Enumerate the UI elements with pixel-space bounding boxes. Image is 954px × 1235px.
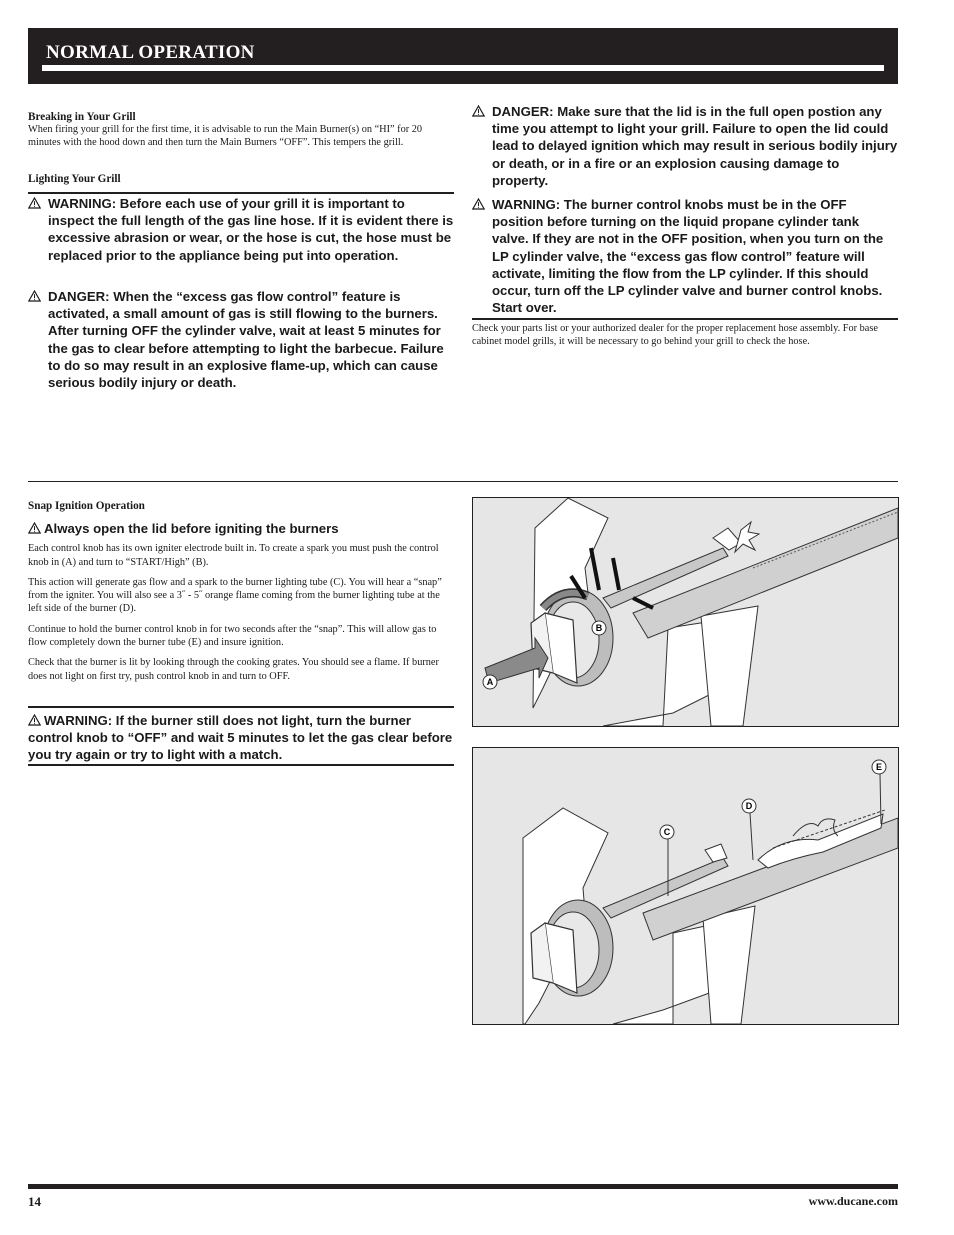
warning-knobs xyxy=(472,196,898,316)
snap-warning xyxy=(28,712,454,764)
snap-paragraph-1: Each control knob has its own igniter electrode built in. To create a spark you must push the control knob in (A) and turn to “START/High” (B). xyxy=(28,543,439,568)
snap-caution-text: Always open the lid before igniting the burners xyxy=(44,521,339,536)
section-divider xyxy=(28,481,898,482)
snap-warning-text: WARNING: If the burner still does not light, turn the burner control knob to “OFF” and wait 5 minutes to let the gas clear before you try again or try to light with a match. xyxy=(28,713,453,763)
knobs-rule xyxy=(472,318,898,320)
figure-burner-ignition xyxy=(472,747,899,1025)
lighting-rule xyxy=(28,192,454,194)
callout-c: C xyxy=(663,827,671,837)
warning-triangle-icon xyxy=(28,714,41,726)
danger-excess-flow-text: DANGER: When the “excess gas flow control” feature is activated, a small amount of gas is still flowing to the burners. After turning OFF the cylinder valve, wait at least 5 minutes for the gas to clear before attempting to light the barbecue. Failure to do so may result in an explosive flame-up, which can cause serious bodily injury or death. xyxy=(48,289,444,391)
figure-2-illustration xyxy=(473,748,898,1024)
warning-hose-text: WARNING: Before each use of your grill it is important to inspect the full length of the gas line hose. If it is evident there is excessive abrasion or wear, or the hose is cut, the hose must be replaced prior to the appliance being put into operation. xyxy=(48,196,454,263)
snap-ignition-heading: Snap Ignition Operation xyxy=(28,500,145,512)
callout-a: A xyxy=(486,677,494,687)
figure-push-and-turn xyxy=(472,497,899,727)
callout-e: E xyxy=(875,762,883,772)
page-number: 14 xyxy=(28,1194,41,1209)
warning-triangle-icon xyxy=(472,198,485,210)
warning-triangle-icon xyxy=(28,197,41,209)
snap-ignition-section xyxy=(28,500,454,683)
figure-1-illustration xyxy=(473,498,898,726)
danger-lid-block xyxy=(472,103,898,189)
danger-excess-flow xyxy=(28,288,454,391)
snap-caution xyxy=(28,520,454,537)
breaking-in-section xyxy=(28,111,454,150)
callout-d: D xyxy=(745,801,753,811)
header-underline xyxy=(42,65,884,71)
snap-warning-top-rule xyxy=(28,706,454,708)
lighting-heading-block xyxy=(28,173,454,185)
snap-paragraph-2: This action will generate gas flow and a spark to the burner lighting tube (C). You will hear a “snap” from the igniter. You will also see a 3˝ - 5˝ orange flame coming from the burner lighting tube at the left side of the burner (D). xyxy=(28,576,442,615)
warning-hose-block xyxy=(28,195,454,264)
footer-url[interactable]: www.ducane.com xyxy=(808,1194,898,1208)
warning-triangle-icon xyxy=(28,290,41,302)
section-header-bar xyxy=(28,28,898,84)
hose-note: Check your parts list or your authorized dealer for the proper replacement hose assembly. For base cabinet model grills, it will be necessary to go behind your grill to check the hose. xyxy=(472,323,878,348)
warning-triangle-icon xyxy=(472,105,485,117)
snap-paragraph-3: Continue to hold the burner control knob in for two seconds after the “snap”. This will allow gas to flow completely down the burner tube (E) and insure ignition. xyxy=(28,623,437,648)
callout-b: B xyxy=(595,623,603,633)
warning-knobs-text: WARNING: The burner control knobs must be in the OFF position before turning on the liquid propane cylinder tank valve. If they are not in the OFF position, when you turn on the LP cylinder valve, the “excess gas flow control” feature will activate, limiting the flow from the LP cylinder. If this should occur, turn off the LP cylinder valve and burner control knobs. Start over. xyxy=(492,197,884,316)
warning-knobs-block xyxy=(472,196,898,316)
breaking-in-body: When firing your grill for the first time, it is advisable to run the Main Burner(s) on “HI” for 20 minutes with the hood down and then turn the Main Burners “OFF”. This tempers the grill. xyxy=(28,124,423,149)
warning-hose xyxy=(28,195,454,264)
snap-warning-block xyxy=(28,712,454,764)
snap-paragraph-4: Check that the burner is lit by looking through the cooking grates. You should see a flame. If burner does not light on first try, push control knob in and turn to OFF. xyxy=(28,657,439,682)
danger-excess-flow-block xyxy=(28,288,454,391)
snap-warning-bottom-rule xyxy=(28,764,454,766)
footer-rule xyxy=(28,1184,898,1189)
hose-note-block xyxy=(472,322,898,349)
lighting-heading: Lighting Your Grill xyxy=(28,173,121,185)
page-title: NORMAL OPERATION xyxy=(46,42,255,63)
warning-triangle-icon xyxy=(28,522,41,534)
breaking-in-heading: Breaking in Your Grill xyxy=(28,111,136,123)
danger-lid-text: DANGER: Make sure that the lid is in the full open postion any time you attempt to light your grill. Failure to open the lid could lead to delayed ignition which may result in serious bodily injury or death, or in a fire or an explosion causing damage to property. xyxy=(492,104,898,188)
danger-lid xyxy=(472,103,898,189)
